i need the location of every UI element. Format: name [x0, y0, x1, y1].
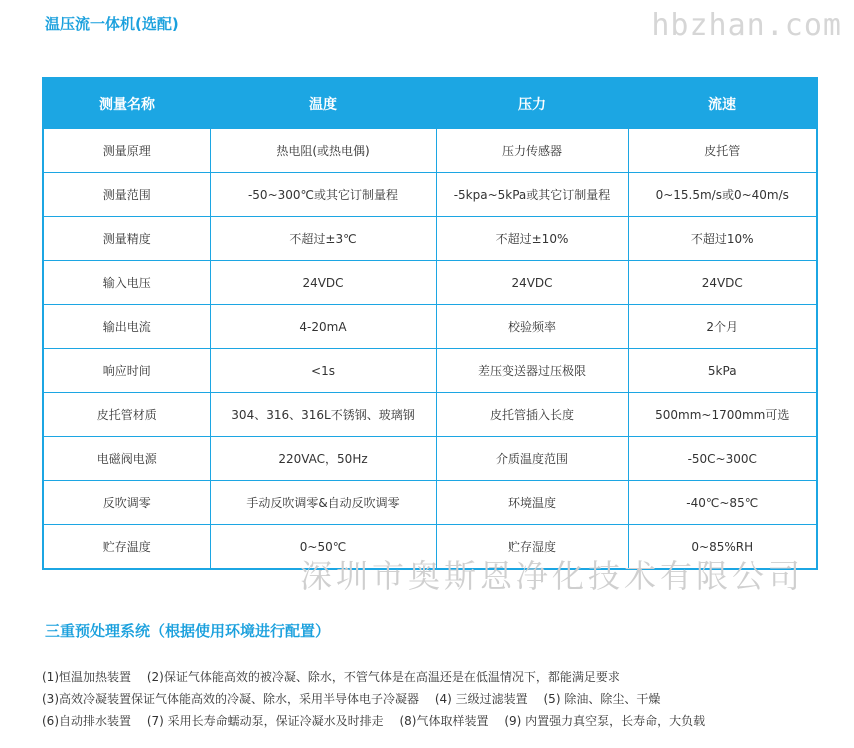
table-cell: 304、316、316L不锈钢、玻璃钢 [210, 393, 436, 437]
table-row [44, 393, 816, 437]
table-cell: 皮托管插入长度 [436, 393, 628, 437]
table-cell: 手动反吹调零&自动反吹调零 [210, 481, 436, 525]
table-cell: <1s [210, 349, 436, 393]
table-cell: 电磁阀电源 [44, 437, 210, 481]
table-cell: 0~50℃ [210, 525, 436, 569]
table-cell: 测量范围 [44, 173, 210, 217]
table-row [44, 305, 816, 349]
table-cell: 压力传感器 [436, 129, 628, 173]
header-cell-name: 测量名称 [44, 79, 210, 129]
note-item: (6)自动排水装置 [42, 714, 131, 728]
table-cell: 贮存温度 [44, 525, 210, 569]
table-cell: 校验频率 [436, 305, 628, 349]
table-cell: 4-20mA [210, 305, 436, 349]
table-cell: -50~300℃或其它订制量程 [210, 173, 436, 217]
table-cell: 测量精度 [44, 217, 210, 261]
table-cell: 热电阻(或热电偶) [210, 129, 436, 173]
table-cell: 24VDC [210, 261, 436, 305]
table-row [44, 525, 816, 569]
table-cell: 反吹调零 [44, 481, 210, 525]
section-title-pretreatment: 三重预处理系统（根据使用环境进行配置） [45, 622, 331, 640]
company-watermark: 深圳市奥斯恩净化技术有限公司 [300, 557, 805, 595]
note-item: (9) 内置强力真空泵，长寿命，大负载 [504, 714, 706, 728]
spec-table [42, 77, 818, 570]
table-cell: 测量原理 [44, 129, 210, 173]
table-row [44, 437, 816, 481]
table-row [44, 217, 816, 261]
table-cell: 220VAC，50Hz [210, 437, 436, 481]
table-cell: 不超过±3℃ [210, 217, 436, 261]
table-cell: 不超过±10% [436, 217, 628, 261]
note-line [42, 710, 848, 732]
section-title-device: 温压流一体机(选配) [45, 15, 179, 33]
table-cell: 响应时间 [44, 349, 210, 393]
table-cell: 介质温度范围 [436, 437, 628, 481]
table-cell: 差压变送器过压极限 [436, 349, 628, 393]
table-cell: 输出电流 [44, 305, 210, 349]
table-cell: 0~15.5m/s或0~40m/s [628, 173, 816, 217]
table-cell: 2个月 [628, 305, 816, 349]
table-header-row [44, 79, 816, 129]
table-cell: 0~85%RH [628, 525, 816, 569]
note-line [42, 688, 848, 710]
note-item: (8)气体取样装置 [399, 714, 489, 728]
note-item: (4) 三级过滤装置 [434, 692, 528, 706]
header-cell-temperature: 温度 [210, 79, 436, 129]
site-watermark: hbzhan.com [651, 8, 842, 43]
table-cell: 皮托管材质 [44, 393, 210, 437]
note-item: (3)高效冷凝装置保证气体能高效的冷凝、除水，采用半导体电子冷凝器 [42, 692, 420, 706]
pretreatment-notes [42, 666, 848, 732]
table-cell: 5kPa [628, 349, 816, 393]
table-cell: 不超过10% [628, 217, 816, 261]
table-row [44, 261, 816, 305]
header-cell-flow: 流速 [628, 79, 816, 129]
note-item: (5) 除油、除尘、干燥 [543, 692, 661, 706]
table-cell: 24VDC [436, 261, 628, 305]
table-cell: 皮托管 [704, 144, 741, 158]
table-cell: -50C~300C [628, 437, 816, 481]
table-cell: 24VDC [628, 261, 816, 305]
table-cell: 环境温度 [436, 481, 628, 525]
table-cell: -40℃~85℃ [628, 481, 816, 525]
note-item: (1)恒温加热装置 [42, 670, 131, 684]
header-cell-pressure: 压力 [436, 79, 628, 129]
table-row [44, 129, 816, 173]
note-item: (2)保证气体能高效的被冷凝、除水，不管气体是在高温还是在低温情况下，都能满足要求 [146, 670, 620, 684]
table-cell: -5kpa~5kPa或其它订制量程 [436, 173, 628, 217]
table-row [44, 349, 816, 393]
table-cell: 500mm~1700mm可选 [628, 393, 816, 437]
table-row [44, 481, 816, 525]
note-item: (7) 采用长寿命蠕动泵，保证冷凝水及时排走 [146, 714, 384, 728]
table-cell: 贮存湿度 [436, 525, 628, 569]
table-row [44, 173, 816, 217]
note-line [42, 666, 848, 688]
table-cell: 输入电压 [44, 261, 210, 305]
